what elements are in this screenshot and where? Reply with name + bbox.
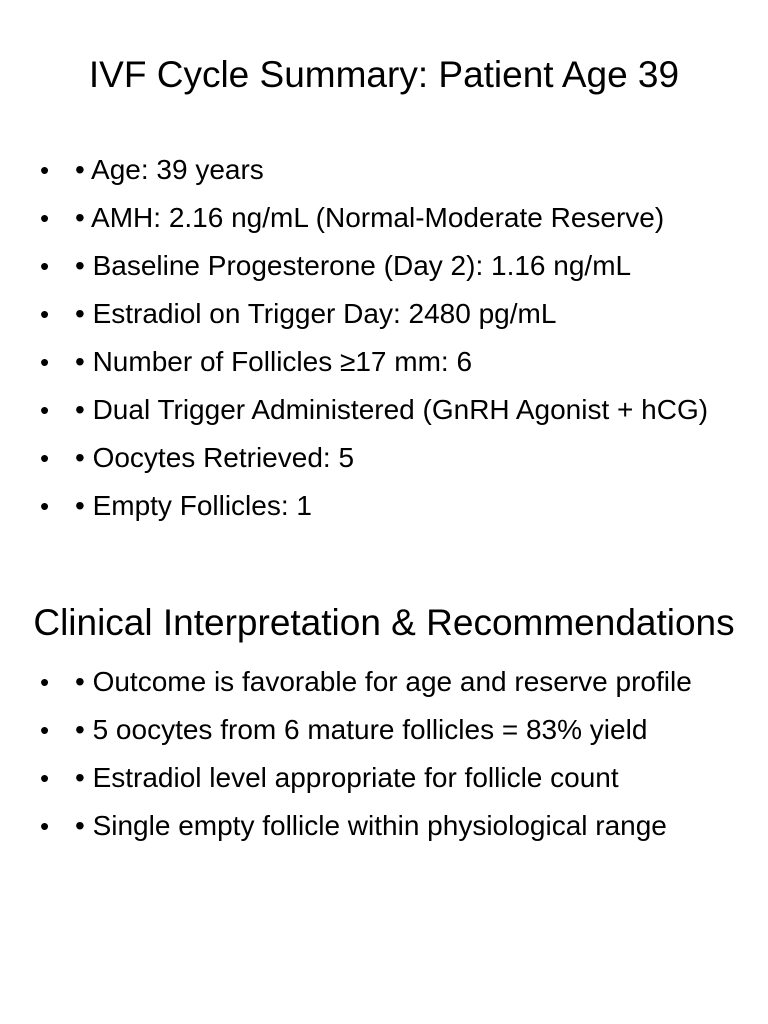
bullet-icon: • (40, 251, 50, 281)
list-item (0, 294, 768, 334)
list-item (0, 150, 768, 190)
bullet-icon: • (40, 395, 50, 425)
list-item-text: • Number of Follicles ≥17 mm: 6 (75, 346, 473, 377)
list-item-text: • 5 oocytes from 6 mature follicles = 83% yield (75, 714, 648, 745)
list-item-text: • AMH: 2.16 ng/mL (Normal-Moderate Reserve) (75, 202, 665, 233)
list-item (0, 390, 768, 430)
list-item (0, 246, 768, 286)
list-item (0, 486, 768, 526)
list-item (0, 342, 768, 382)
slide-clinical-interpretation (0, 580, 768, 1024)
list-item (0, 438, 768, 478)
slide-title: IVF Cycle Summary: Patient Age 39 (88, 54, 680, 95)
bullet-icon: • (40, 299, 50, 329)
slide-title: Clinical Interpretation & Recommendations (33, 602, 735, 643)
list-item (0, 198, 768, 238)
list-item-text: • Empty Follicles: 1 (75, 490, 312, 521)
bullet-icon: • (40, 715, 50, 745)
recommendations-bullet-list (0, 662, 768, 846)
list-item-text: • Age: 39 years (75, 154, 264, 185)
summary-bullet-list (0, 150, 768, 526)
list-item-text: • Dual Trigger Administered (GnRH Agonist + hCG) (75, 394, 709, 425)
bullet-icon: • (40, 763, 50, 793)
bullet-icon: • (40, 203, 50, 233)
list-item-text: • Oocytes Retrieved: 5 (75, 442, 355, 473)
list-item (0, 662, 768, 702)
bullet-icon: • (40, 491, 50, 521)
list-item-text: • Baseline Progesterone (Day 2): 1.16 ng/mL (75, 250, 632, 281)
bullet-icon: • (40, 811, 50, 841)
list-item (0, 806, 768, 846)
bullet-icon: • (40, 347, 50, 377)
list-item-text: • Outcome is favorable for age and reserve profile (75, 666, 692, 697)
list-item (0, 710, 768, 750)
list-item-text: • Single empty follicle within physiological range (75, 810, 667, 841)
list-item (0, 758, 768, 798)
bullet-icon: • (40, 443, 50, 473)
bullet-icon: • (40, 667, 50, 697)
bullet-icon: • (40, 155, 50, 185)
list-item-text: • Estradiol on Trigger Day: 2480 pg/mL (75, 298, 557, 329)
list-item-text: • Estradiol level appropriate for follicle count (75, 762, 619, 793)
